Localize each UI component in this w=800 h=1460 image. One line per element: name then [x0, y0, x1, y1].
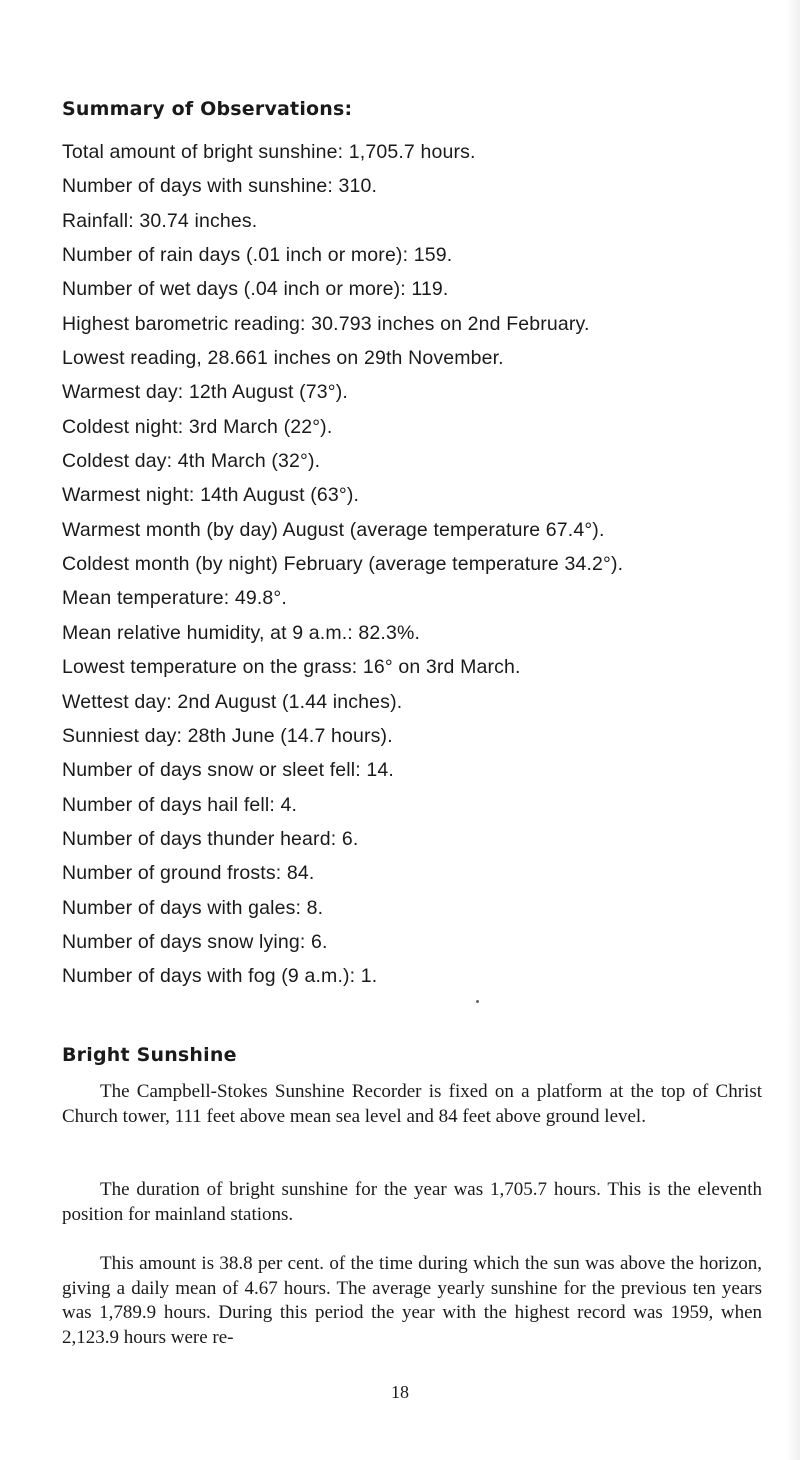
observation-item: Warmest day: 12th August (73°).: [62, 381, 348, 404]
observation-item: Number of days with sunshine: 310.: [62, 175, 378, 198]
observation-item: Number of rain days (.01 inch or more): 159.: [62, 244, 453, 267]
observation-item: Coldest month (by night) February (average temperature 34.2°).: [62, 553, 624, 576]
observations-list: [62, 140, 623, 999]
bright-sunshine-heading: Bright Sunshine: [62, 1044, 237, 1066]
observation-item: Number of days with gales: 8.: [62, 896, 324, 919]
observation-item: Number of wet days (.04 inch or more): 119.: [62, 278, 449, 301]
observation-item: Mean temperature: 49.8°.: [62, 587, 287, 610]
observation-item: Number of days snow or sleet fell: 14.: [62, 759, 394, 782]
page-number: 18: [391, 1382, 409, 1402]
observation-item: Number of days snow lying: 6.: [62, 930, 328, 953]
observation-item: Number of ground frosts: 84.: [62, 862, 315, 885]
observation-item: Sunniest day: 28th June (14.7 hours).: [62, 724, 393, 747]
observation-item: Highest barometric reading: 30.793 inches on 2nd February.: [62, 312, 590, 335]
observation-item: Number of days with fog (9 a.m.): 1.: [62, 965, 378, 988]
observation-item: Number of days thunder heard: 6.: [62, 827, 359, 850]
observation-item: Coldest day: 4th March (32°).: [62, 450, 321, 473]
sunshine-paragraph: The Campbell-Stokes Sunshine Recorder is fixed on a platform at the top of Christ Church tower, 111 feet above mean sea level and 84 feet above ground level.: [62, 1081, 762, 1127]
observation-item: Lowest reading, 28.661 inches on 29th November.: [62, 347, 504, 370]
observation-item: Total amount of bright sunshine: 1,705.7 hours.: [62, 141, 476, 163]
sunshine-paragraph: This amount is 38.8 per cent. of the time during which the sun was above the horizon, giving a daily mean of 4.67 hours. The average yearly sunshine for the previous ten years was 1,789.9 hours. During this period the year with the highest record was 1959, when 2,123.9 hours were re-: [62, 1253, 762, 1348]
observation-item: Mean relative humidity, at 9 a.m.: 82.3%.: [62, 621, 421, 644]
observation-item: Wettest day: 2nd August (1.44 inches).: [62, 690, 403, 713]
observation-item: Number of days hail fell: 4.: [62, 793, 298, 816]
observation-item: Warmest night: 14th August (63°).: [62, 484, 360, 507]
observation-item: Warmest month (by day) August (average temperature 67.4°).: [62, 518, 605, 541]
sunshine-paragraph: The duration of bright sunshine for the year was 1,705.7 hours. This is the eleventh position for mainland stations.: [62, 1179, 762, 1225]
observation-item: Coldest night: 3rd March (22°).: [62, 415, 333, 438]
observation-item: Rainfall: 30.74 inches.: [62, 209, 258, 232]
observation-item: Lowest temperature on the grass: 16° on 3rd March.: [62, 656, 521, 679]
stray-dot: [476, 1000, 479, 1003]
page-edge-shadow: [786, 0, 800, 1460]
summary-heading: Summary of Observations:: [62, 98, 353, 120]
